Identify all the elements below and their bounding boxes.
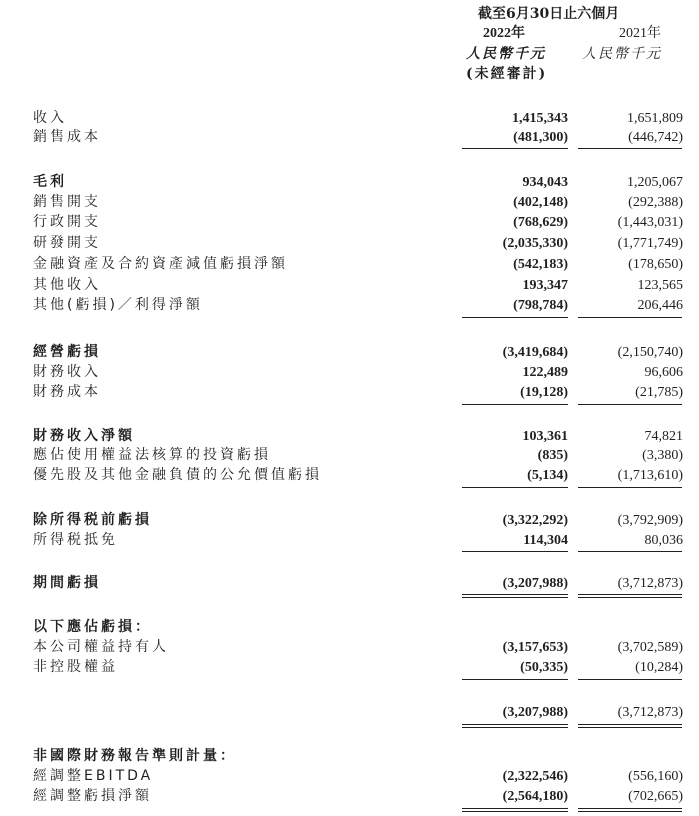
row-label: 應佔使用權益法核算的投資虧損 (33, 447, 271, 463)
rule-line (462, 679, 568, 680)
value-2022: (481,300) (513, 130, 568, 145)
row-label: 收入 (33, 110, 67, 126)
unit-2021-header: 人民幣千元 (582, 46, 662, 62)
row-label: 行政開支 (33, 214, 101, 230)
row-label: 金融資產及合約資產減值虧損淨額 (33, 256, 288, 272)
table-row (0, 573, 699, 594)
double-rule-line (462, 594, 568, 595)
table-row (0, 510, 699, 531)
value-2021: (2,150,740) (617, 345, 683, 360)
row-label: 非國際財務報告準則計量： (33, 748, 237, 764)
value-2022: (19,128) (520, 385, 568, 400)
value-2021: (178,650) (628, 257, 683, 272)
rule-line (462, 148, 568, 149)
table-row (0, 426, 699, 447)
table-row (0, 445, 699, 466)
value-2022: 934,043 (522, 175, 568, 190)
table-row (0, 233, 699, 254)
value-2022: (798,784) (513, 298, 568, 313)
row-label: 非控股權益 (33, 659, 118, 675)
table-row (0, 702, 699, 723)
table-row (0, 192, 699, 213)
value-2022: (3,207,988) (502, 705, 568, 720)
double-rule-line (462, 724, 568, 725)
rule-line (578, 148, 682, 149)
unaudited-header: (未經審計) (466, 66, 548, 82)
value-2022: (542,183) (513, 257, 568, 272)
rule-line (578, 679, 682, 680)
row-label: 研發開支 (33, 235, 101, 251)
double-rule-line (578, 811, 682, 812)
row-label: 其他(虧損)／利得淨額 (33, 297, 203, 313)
table-row (0, 766, 699, 787)
value-2021: (3,792,909) (617, 513, 683, 528)
value-2021: 206,446 (637, 298, 683, 313)
value-2021: (3,380) (642, 448, 683, 463)
value-2021: (3,712,873) (617, 576, 683, 591)
table-row (0, 295, 699, 316)
row-label: 財務成本 (33, 384, 101, 400)
rule-line (578, 551, 682, 552)
value-2022: 103,361 (522, 429, 568, 444)
rule-line (462, 551, 568, 552)
value-2021: (1,771,749) (617, 236, 683, 251)
value-2022: (3,419,684) (502, 345, 568, 360)
value-2021: (3,712,873) (617, 705, 683, 720)
value-2022: (5,134) (527, 468, 568, 483)
value-2021: 74,821 (644, 429, 683, 444)
value-2021: (292,388) (628, 195, 683, 210)
row-label: 銷售成本 (33, 129, 101, 145)
value-2021: (21,785) (635, 385, 683, 400)
value-2022: (3,207,988) (502, 576, 568, 591)
value-2021: (3,702,589) (617, 640, 683, 655)
rule-line (578, 404, 682, 405)
table-row (0, 127, 699, 148)
value-2022: (2,322,546) (502, 769, 568, 784)
table-row (0, 212, 699, 233)
double-rule-line (578, 724, 682, 725)
value-2021: (446,742) (628, 130, 683, 145)
table-row (0, 275, 699, 296)
value-2022: (2,035,330) (502, 236, 568, 251)
value-2021: (10,284) (635, 660, 683, 675)
double-rule-line (462, 808, 568, 809)
rule-line (462, 404, 568, 405)
table-row (0, 172, 699, 193)
double-rule-line (462, 597, 568, 598)
value-2021: 96,606 (644, 365, 683, 380)
row-label: 所得税抵免 (33, 532, 118, 548)
rule-line (578, 317, 682, 318)
double-rule-line (578, 727, 682, 728)
row-label: 期間虧損 (33, 575, 101, 591)
double-rule-line (462, 811, 568, 812)
unit-2022-header: 人民幣千元 (466, 46, 546, 62)
table-row (0, 637, 699, 658)
period-header: 截至6月30日止六個月 (478, 6, 620, 22)
value-2022: 114,304 (523, 533, 568, 548)
value-2022: (2,564,180) (502, 789, 568, 804)
row-label: 銷售開支 (33, 194, 101, 210)
row-label: 財務收入淨額 (33, 428, 135, 444)
row-label: 經調整EBITDA (33, 768, 154, 784)
rule-line (462, 487, 568, 488)
row-label: 以下應佔虧損： (33, 619, 152, 635)
row-label: 財務收入 (33, 364, 101, 380)
row-label: 其他收入 (33, 277, 101, 293)
table-row (0, 465, 699, 486)
row-label: 優先股及其他金融負債的公允價值虧損 (33, 467, 322, 483)
value-2021: 80,036 (644, 533, 683, 548)
value-2022: (835) (537, 448, 568, 463)
rule-line (578, 487, 682, 488)
value-2022: (50,335) (520, 660, 568, 675)
value-2021: (1,713,610) (617, 468, 683, 483)
row-label: 本公司權益持有人 (33, 639, 169, 655)
double-rule-line (578, 597, 682, 598)
value-2022: (768,629) (513, 215, 568, 230)
table-row (0, 382, 699, 403)
value-2021: 1,205,067 (627, 175, 683, 190)
double-rule-line (578, 594, 682, 595)
rule-line (462, 317, 568, 318)
table-row (0, 362, 699, 383)
table-row (0, 746, 699, 767)
double-rule-line (578, 808, 682, 809)
value-2021: 1,651,809 (627, 111, 683, 126)
value-2021: 123,565 (637, 278, 683, 293)
table-row (0, 657, 699, 678)
table-row (0, 786, 699, 807)
value-2022: 193,347 (522, 278, 568, 293)
table-row (0, 617, 699, 638)
value-2022: (402,148) (513, 195, 568, 210)
value-2022: 1,415,343 (512, 111, 568, 126)
row-label: 經營虧損 (33, 344, 101, 360)
value-2022: 122,489 (522, 365, 568, 380)
table-row (0, 254, 699, 275)
table-row (0, 342, 699, 363)
value-2022: (3,322,292) (502, 513, 568, 528)
year-2022-header: 2022年 (483, 26, 525, 41)
value-2021: (556,160) (628, 769, 683, 784)
value-2021: (1,443,031) (617, 215, 683, 230)
row-label: 除所得税前虧損 (33, 512, 152, 528)
value-2022: (3,157,653) (502, 640, 568, 655)
table-row (0, 530, 699, 551)
double-rule-line (462, 727, 568, 728)
value-2021: (702,665) (628, 789, 683, 804)
row-label: 毛利 (33, 174, 67, 190)
year-2021-header: 2021年 (619, 26, 661, 41)
row-label: 經調整虧損淨額 (33, 788, 152, 804)
table-row (0, 108, 699, 129)
